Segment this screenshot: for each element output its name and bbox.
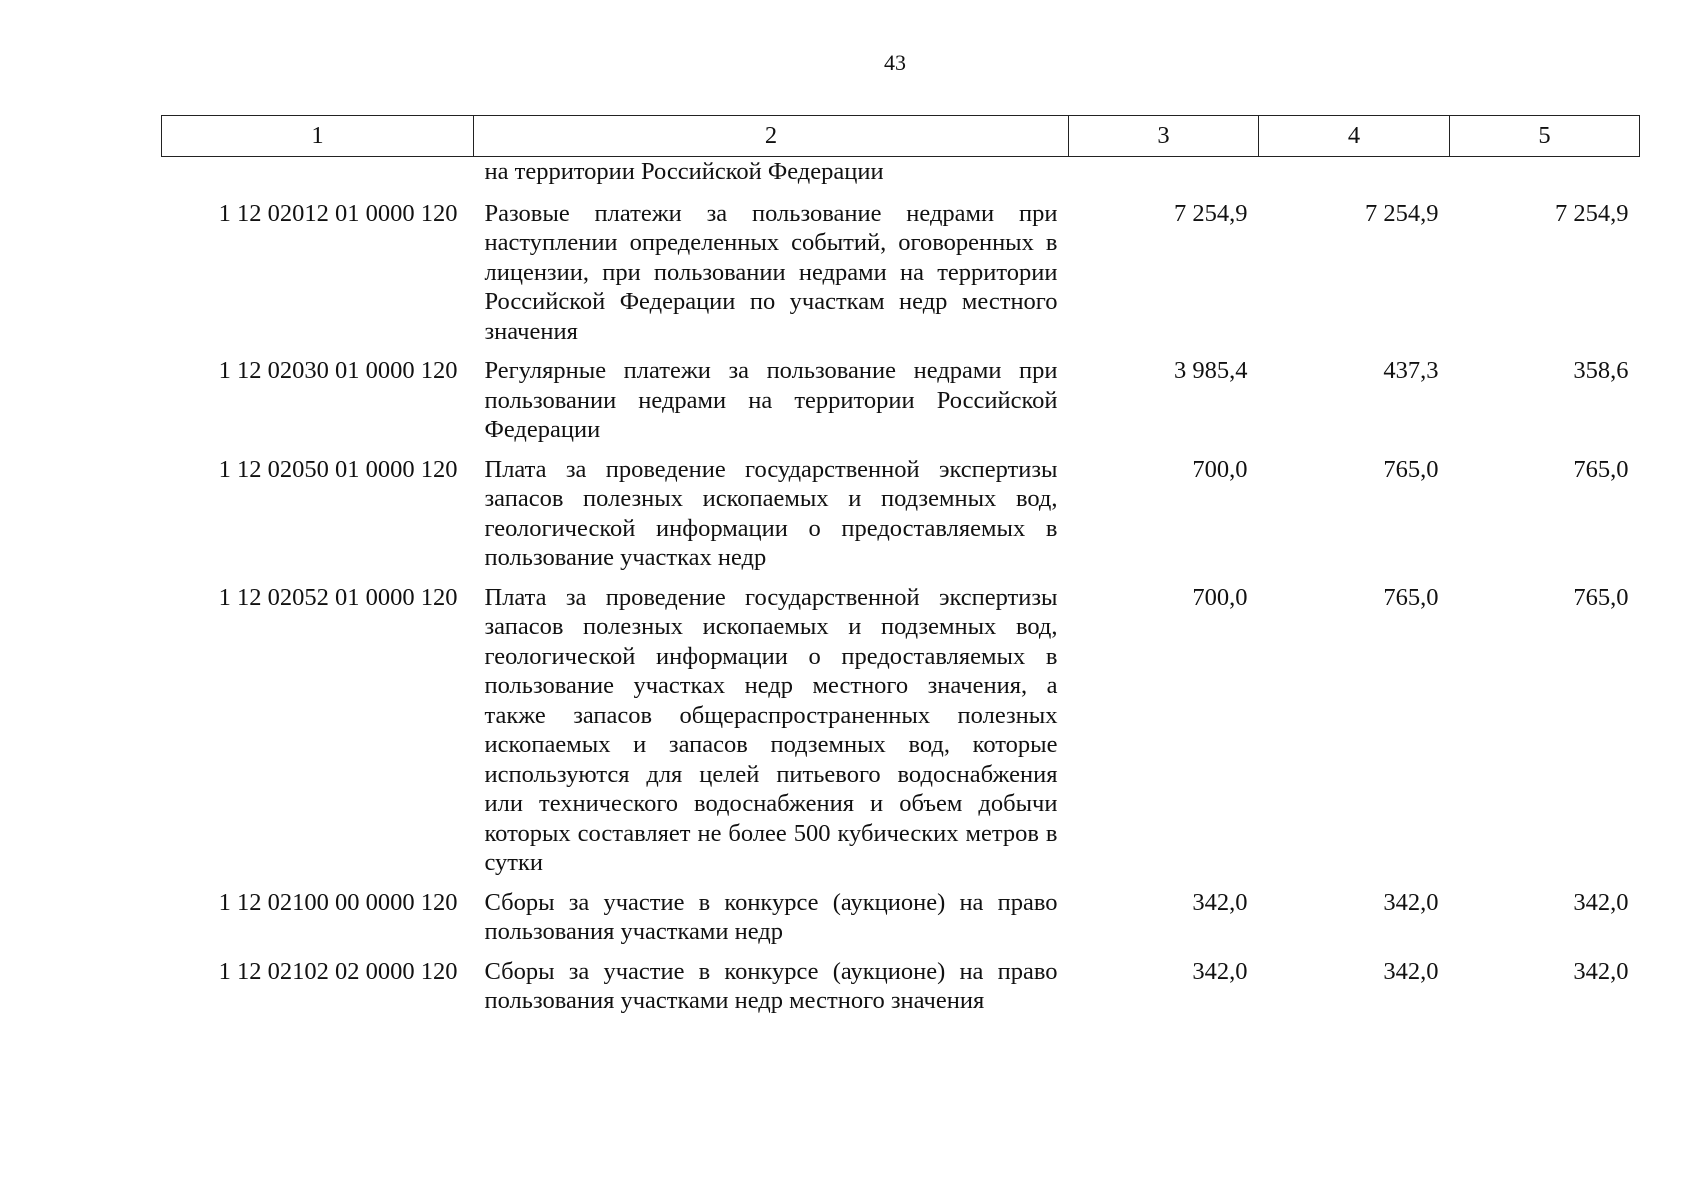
revenue-description: Плата за проведение государственной экспертизы запасов полезных ископаемых и подземных вод, геологической информации о предоставляемых в пользование участках недр местного значения, а также запасов общераспространенных полезных ископаемых и запасов подземных вод, которые используются для целей питьевого водоснабжения или технического водоснабжения и объем добычи которых составляет не более 500 кубических метров в сутки <box>484 583 1058 876</box>
budget-code: 1 12 02102 02 0000 120 <box>218 957 458 985</box>
table-row <box>162 583 1640 888</box>
continuation-col-5 <box>1450 157 1640 199</box>
header-col-3: 3 <box>1069 116 1259 157</box>
budget-code: 1 12 02050 01 0000 120 <box>218 455 458 483</box>
value-col-4: 7 254,9 <box>1365 199 1439 227</box>
value-col-4: 765,0 <box>1383 583 1439 611</box>
value-col-4: 342,0 <box>1383 888 1439 916</box>
revenue-description: Сборы за участие в конкурсе (аукционе) на право пользования участками недр <box>484 888 1058 945</box>
continuation-col-3 <box>1069 157 1259 199</box>
value-col-4: 437,3 <box>1383 357 1439 384</box>
value-col-3: 342,0 <box>1192 957 1248 985</box>
table-body <box>162 157 1640 1026</box>
revenue-description: Разовые платежи за пользование недрами при наступлении определенных событий, оговоренных в лицензии, при пользовании недрами на территории Российской Федерации по участкам недр местного значения <box>484 199 1058 345</box>
budget-code: 1 12 02052 01 0000 120 <box>218 583 458 611</box>
value-col-5: 342,0 <box>1573 957 1629 985</box>
value-col-3: 700,0 <box>1192 583 1248 611</box>
revenue-description: Сборы за участие в конкурсе (аукционе) на право пользования участками недр местного значения <box>484 957 1058 1014</box>
value-col-3: 7 254,9 <box>1174 199 1248 227</box>
table-row <box>162 356 1640 455</box>
header-row <box>162 116 1640 157</box>
value-col-4: 765,0 <box>1383 455 1439 483</box>
value-col-5: 765,0 <box>1573 583 1629 611</box>
value-col-5: 7 254,9 <box>1555 199 1629 227</box>
continuation-code-cell <box>162 157 474 199</box>
table-row <box>162 888 1640 957</box>
budget-code: 1 12 02100 00 0000 120 <box>218 888 458 916</box>
header-col-4: 4 <box>1259 116 1450 157</box>
header-col-1: 1 <box>162 116 474 157</box>
header-col-2: 2 <box>474 116 1069 157</box>
value-col-3: 342,0 <box>1192 888 1248 916</box>
header-col-5: 5 <box>1450 116 1640 157</box>
continuation-description: на территории Российской Федерации <box>484 158 884 185</box>
value-col-3: 700,0 <box>1192 455 1248 483</box>
revenue-description: Регулярные платежи за пользование недрами при пользовании недрами на территории Российской Федерации <box>484 357 1058 443</box>
table-row <box>162 199 1640 357</box>
value-col-5: 342,0 <box>1573 888 1629 916</box>
page-number: 43 <box>884 50 906 75</box>
revenue-description: Плата за проведение государственной экспертизы запасов полезных ископаемых и подземных вод, геологической информации о предоставляемых в пользование участках недр <box>484 455 1058 571</box>
budget-code: 1 12 02012 01 0000 120 <box>218 199 458 227</box>
table-header <box>162 116 1640 157</box>
budget-code: 1 12 02030 01 0000 120 <box>218 357 458 384</box>
value-col-5: 358,6 <box>1573 357 1629 384</box>
table-row <box>162 455 1640 583</box>
revenue-table <box>161 115 1640 1026</box>
value-col-4: 342,0 <box>1383 957 1439 985</box>
value-col-5: 765,0 <box>1573 455 1629 483</box>
table-row <box>162 957 1640 1026</box>
continuation-col-4 <box>1259 157 1450 199</box>
value-col-3: 3 985,4 <box>1174 357 1248 384</box>
continuation-row <box>162 157 1640 199</box>
